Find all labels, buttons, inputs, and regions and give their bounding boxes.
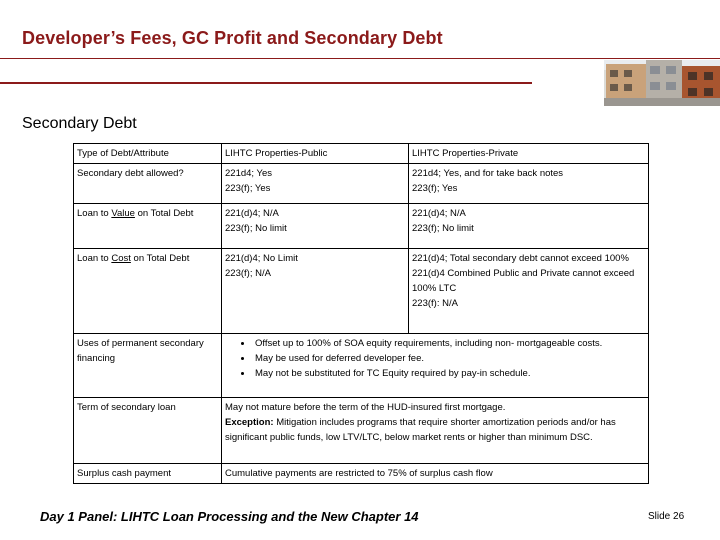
- label-keyword: Cost: [111, 253, 131, 264]
- public-cell: [222, 164, 409, 204]
- building-photo: [604, 60, 720, 106]
- cell-line: 223(f); N/A: [225, 268, 271, 279]
- cell-line: 221d4; Yes: [225, 168, 273, 179]
- table-row: [74, 464, 649, 484]
- row-label: Uses of permanent secondary financing: [74, 334, 222, 398]
- row-label: [74, 204, 222, 249]
- row-label: Term of secondary loan: [74, 398, 222, 464]
- cell-line: 223(f); Yes: [225, 183, 271, 194]
- private-cell: [409, 204, 649, 249]
- cell-line: 223(f): N/A: [412, 298, 458, 309]
- cell-line: 221(d)4; N/A: [225, 208, 279, 219]
- section-heading: Secondary Debt: [22, 115, 137, 132]
- footer-text: Day 1 Panel: LIHTC Loan Processing and the New Chapter 14: [40, 509, 419, 524]
- header-cell-attribute: Type of Debt/Attribute: [74, 144, 222, 164]
- exception-label: Exception:: [225, 417, 274, 428]
- header-cell-private: LIHTC Properties-Private: [409, 144, 649, 164]
- term-cell: [222, 398, 649, 464]
- cell-line: 221(d)4 Combined Public and Private cannot exceed 100% LTC: [412, 268, 635, 294]
- private-cell: [409, 249, 649, 334]
- slide-number: Slide 26: [648, 511, 685, 522]
- public-cell: [222, 249, 409, 334]
- cell-line: 223(f); No limit: [225, 223, 287, 234]
- cell-line: 221(d)4; No Limit: [225, 253, 298, 264]
- list-item: • May not be substituted for TC Equity required by pay-in schedule.: [253, 366, 645, 381]
- table-row: [74, 249, 649, 334]
- row-label: [74, 249, 222, 334]
- term-line: May not mature before the term of the HUD-insured first mortgage.: [225, 402, 506, 413]
- table-row: [74, 164, 649, 204]
- label-prefix: Loan to: [77, 253, 112, 264]
- label-prefix: Loan to: [77, 208, 112, 219]
- title-divider: [0, 58, 720, 59]
- uses-cell: [222, 334, 649, 398]
- table-row: [74, 398, 649, 464]
- table-row: [74, 204, 649, 249]
- list-item: • May be used for deferred developer fee.: [253, 351, 645, 366]
- secondary-debt-table: [73, 143, 649, 484]
- cell-line: 223(f); No limit: [412, 223, 474, 234]
- row-label: Secondary debt allowed?: [74, 164, 222, 204]
- list-item: • Offset up to 100% of SOA equity requirements, including non- mortgageable costs.: [253, 336, 645, 351]
- header-band-rule: [0, 82, 532, 84]
- slide-title: Developer’s Fees, GC Profit and Secondary Debt: [22, 28, 443, 48]
- header-cell-public: LIHTC Properties-Public: [222, 144, 409, 164]
- table-row: [74, 334, 649, 398]
- label-suffix: on Total Debt: [134, 208, 194, 219]
- cell-line: 223(f); Yes: [412, 183, 458, 194]
- label-keyword: Value: [111, 208, 135, 219]
- cell-line: 221d4; Yes, and for take back notes: [412, 168, 564, 179]
- cell-line: 221(d)4; Total secondary debt cannot exceed 100%: [412, 253, 629, 264]
- surplus-cell: Cumulative payments are restricted to 75% of surplus cash flow: [222, 464, 649, 484]
- label-suffix: on Total Debt: [130, 253, 190, 264]
- row-label: Surplus cash payment: [74, 464, 222, 484]
- uses-list: [225, 336, 645, 381]
- exception-text: Mitigation includes programs that require shorter amortization periods and/or has significant public funds, low LTV/LTC, below market rents or higher than minimum DSC.: [225, 417, 616, 443]
- public-cell: [222, 204, 409, 249]
- table-header-row: [74, 144, 649, 164]
- private-cell: [409, 164, 649, 204]
- cell-line: 221(d)4; N/A: [412, 208, 466, 219]
